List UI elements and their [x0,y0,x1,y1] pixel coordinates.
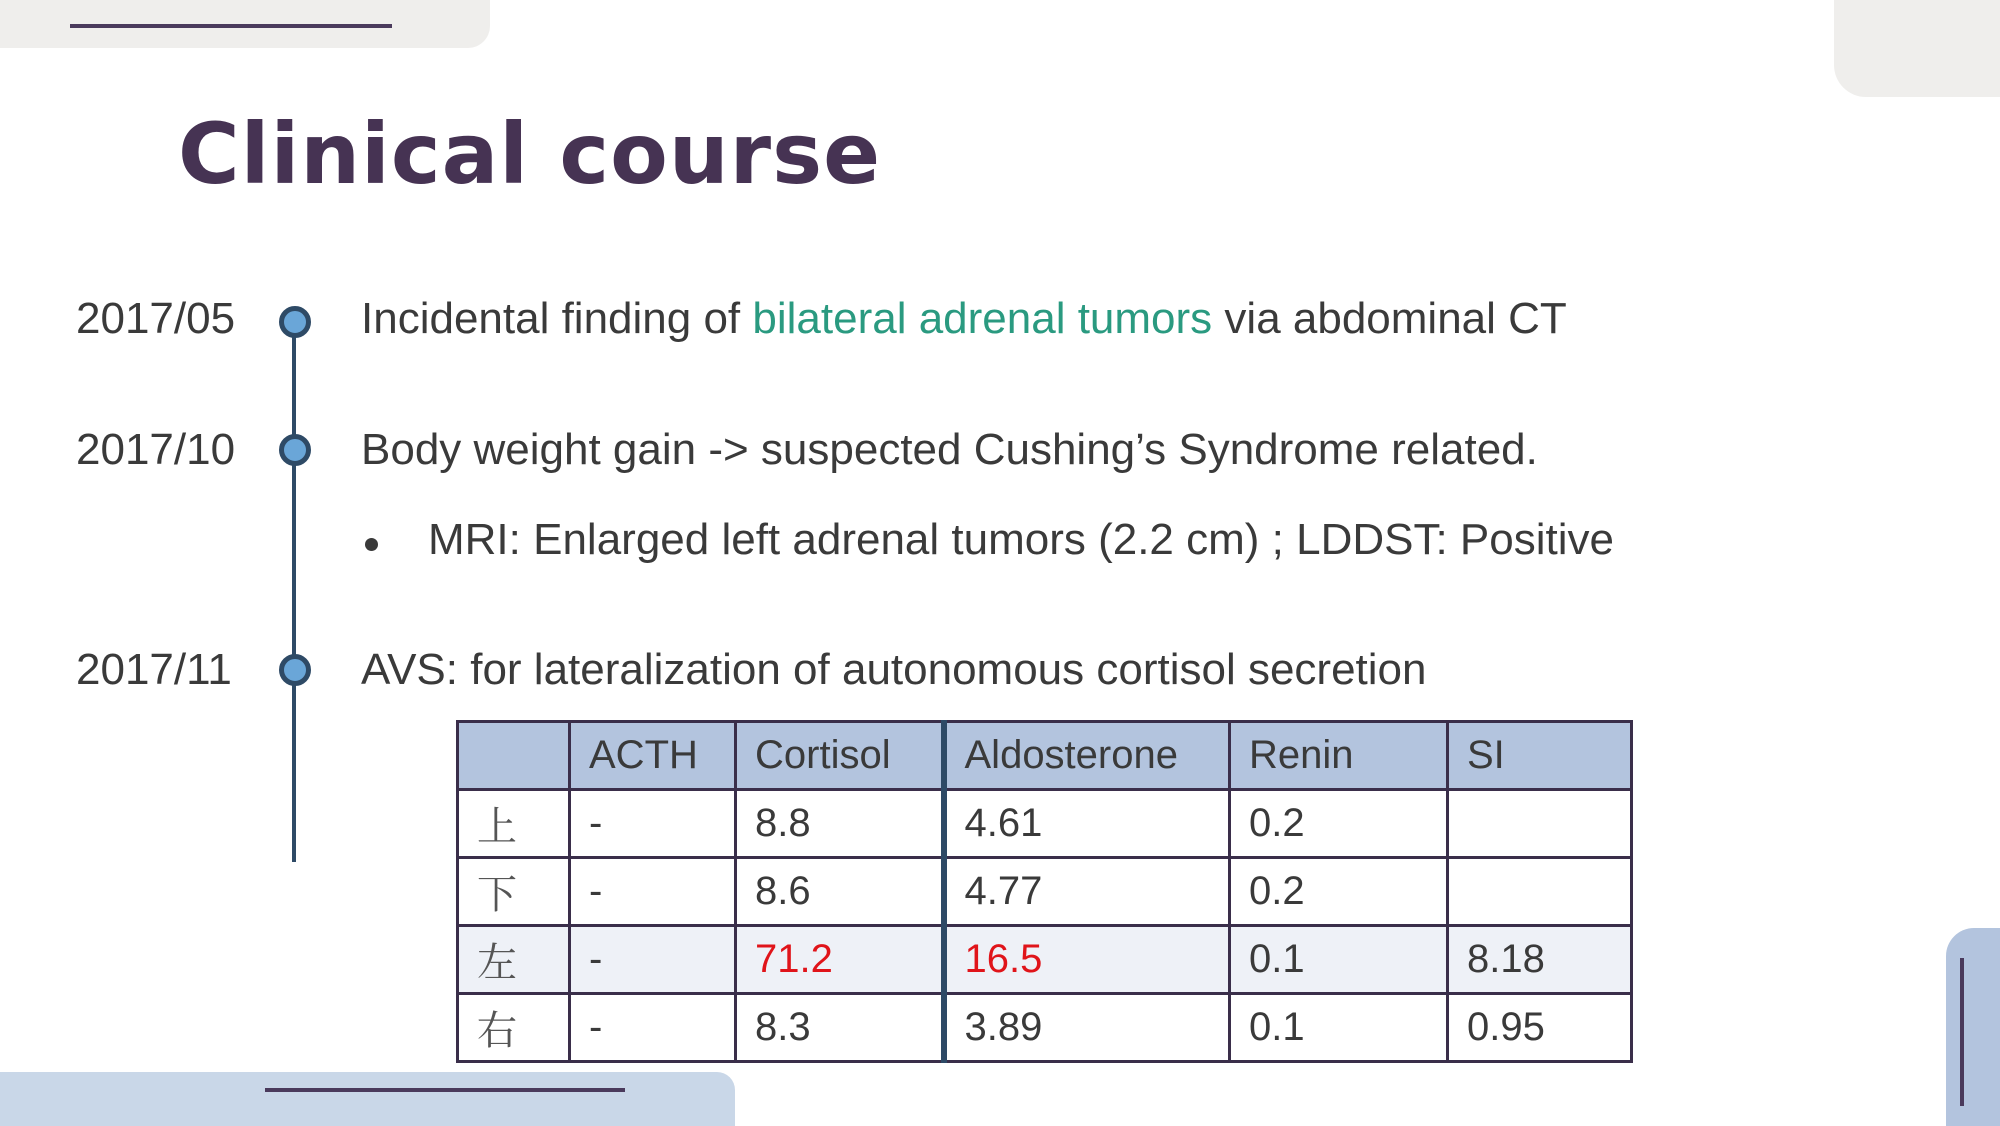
entry-1-text-before: Incidental finding of [361,294,753,343]
table-header-cell [458,722,570,790]
table-cell [1448,858,1632,926]
timeline-date-2: 2017/10 [76,425,236,474]
avs-results-table [456,720,1633,1063]
table-cell: 0.2 [1230,790,1448,858]
table-row [458,790,1632,858]
timeline-entry-2-bullet: MRI: Enlarged left adrenal tumors (2.2 cm) ; LDDST: Positive [428,515,1614,564]
table-cell: 0.1 [1230,926,1448,994]
table-cell: 8.8 [736,790,944,858]
table-cell: 右 [458,994,570,1062]
entry-1-highlight: bilateral adrenal tumors [752,294,1213,343]
table-row [458,858,1632,926]
table-cell: 下 [458,858,570,926]
table-cell: 0.95 [1448,994,1632,1062]
table-cell: 8.18 [1448,926,1632,994]
timeline-entry-1 [361,294,1567,343]
decor-bottom-right-rule [1960,958,1964,1106]
decor-top-left-rule [70,24,392,28]
bullet-icon [365,538,378,551]
table-cell: 4.61 [944,790,1230,858]
table-cell: 4.77 [944,858,1230,926]
decor-top-right-panel [1834,0,2000,97]
table-cell: - [570,926,736,994]
decor-bottom-right-panel [1946,928,2000,1126]
timeline-date-1: 2017/05 [76,294,236,343]
timeline-dot-2 [279,434,311,466]
timeline-axis [292,322,296,862]
table-cell: - [570,858,736,926]
table-header-cell: ACTH [570,722,736,790]
timeline-entry-3: AVS: for lateralization of autonomous cortisol secretion [361,645,1427,694]
table-header-cell: SI [1448,722,1632,790]
table-cell: 左 [458,926,570,994]
table-cell: - [570,790,736,858]
table-row [458,994,1632,1062]
slide-title: Clinical course [178,105,882,203]
timeline-date-3: 2017/11 [76,645,232,694]
entry-1-text-after: via abdominal CT [1212,294,1567,343]
timeline-dot-1 [279,306,311,338]
table-cell [1448,790,1632,858]
decor-bottom-left-panel [0,1072,735,1126]
table-cell: 3.89 [944,994,1230,1062]
table-header-cell: Cortisol [736,722,944,790]
table-header-cell: Aldosterone [944,722,1230,790]
table-cell: 上 [458,790,570,858]
table-cell: 8.3 [736,994,944,1062]
table-cell-highlighted: 71.2 [736,926,944,994]
table-cell: 0.1 [1230,994,1448,1062]
decor-bottom-left-rule [265,1088,625,1092]
table-cell-highlighted: 16.5 [944,926,1230,994]
table-cell: - [570,994,736,1062]
timeline-entry-2: Body weight gain -> suspected Cushing’s Syndrome related. [361,425,1538,474]
timeline-dot-3 [279,654,311,686]
table-cell: 8.6 [736,858,944,926]
table-header-row [458,722,1632,790]
table-row [458,926,1632,994]
table-header-cell: Renin [1230,722,1448,790]
table-cell: 0.2 [1230,858,1448,926]
